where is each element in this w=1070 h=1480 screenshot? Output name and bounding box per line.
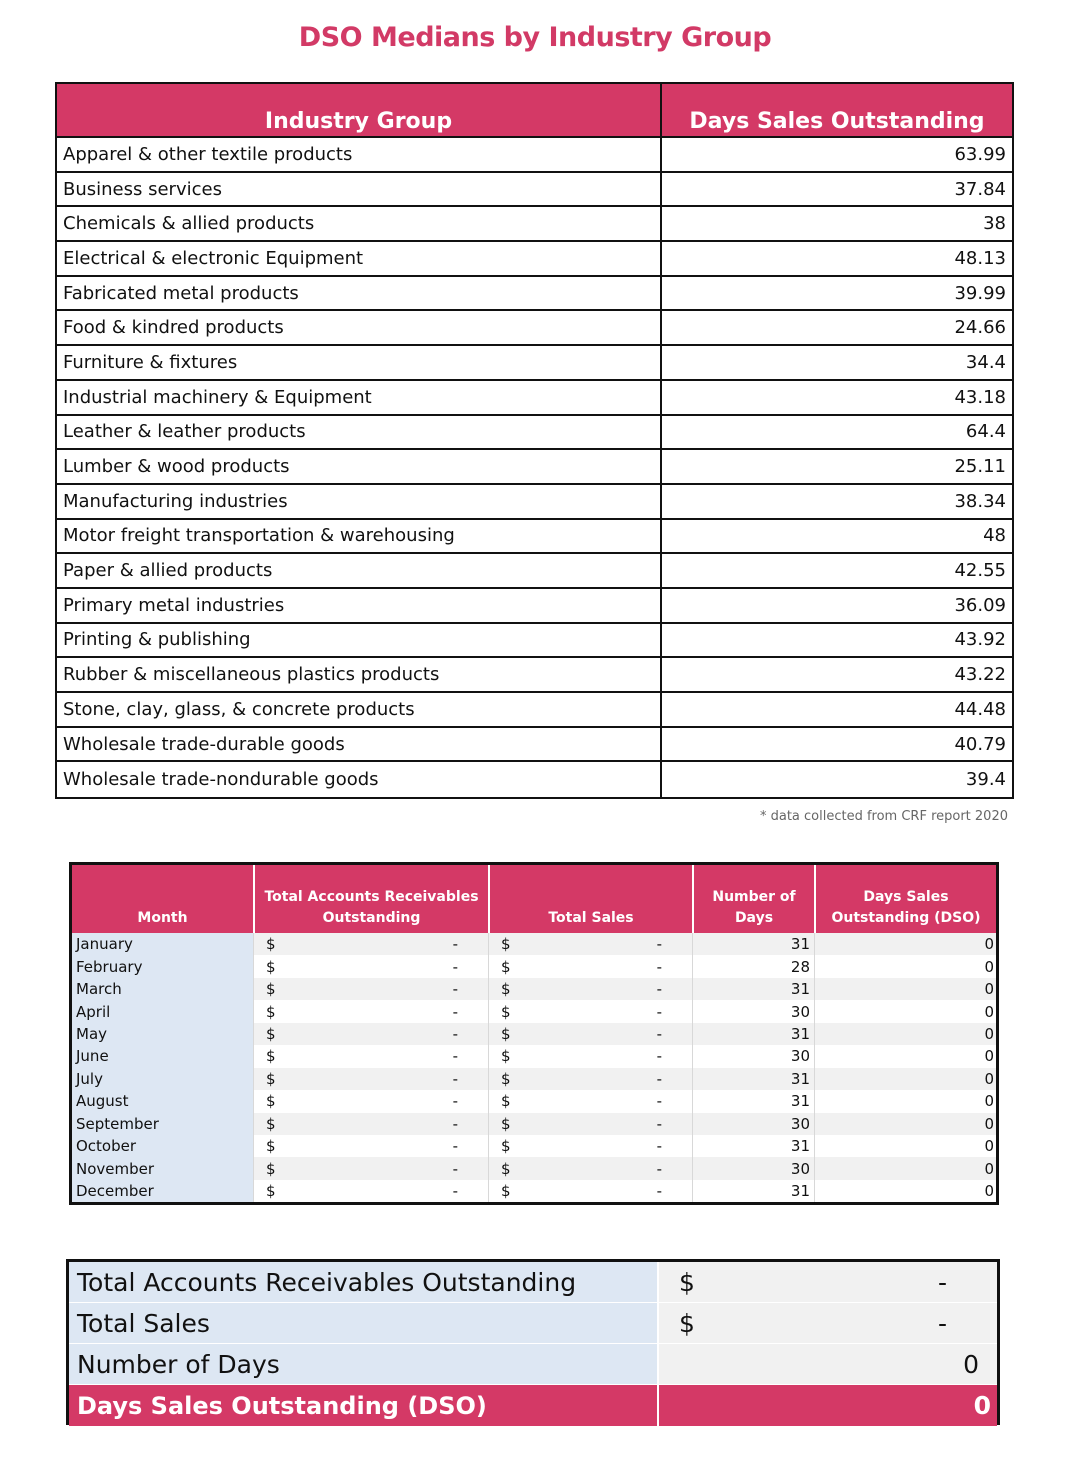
- industry-name-cell: Apparel & other textile products: [57, 138, 662, 171]
- month-cell: January: [72, 933, 253, 955]
- table-row: [57, 554, 1012, 589]
- industry-name-cell: Chemicals & allied products: [57, 207, 662, 240]
- days-cell[interactable]: 31: [692, 1090, 814, 1112]
- dso-value-cell: 36.09: [954, 594, 1006, 616]
- currency-symbol: $: [501, 1137, 511, 1156]
- empty-value-dash: -: [452, 1069, 458, 1088]
- summary-row-ar: [69, 1262, 997, 1302]
- month-cell: August: [72, 1090, 253, 1112]
- ar-input-cell[interactable]: [253, 933, 488, 955]
- table-row: [72, 978, 996, 1000]
- days-cell[interactable]: 31: [692, 1180, 814, 1202]
- header-total-ar: Total Accounts Receivables Outstanding: [253, 865, 488, 933]
- ar-input-cell[interactable]: [253, 1068, 488, 1090]
- dso-value-cell: 24.66: [954, 317, 1006, 339]
- empty-value-dash: -: [656, 957, 662, 976]
- ar-input-cell[interactable]: [253, 1000, 488, 1022]
- table-row: [72, 1180, 996, 1202]
- table-row: [72, 955, 996, 977]
- currency-symbol: $: [266, 1092, 276, 1111]
- month-cell: February: [72, 955, 253, 977]
- industry-name-cell: Motor freight transportation & warehousing: [57, 520, 662, 553]
- summary-row-days: [69, 1343, 997, 1384]
- summary-row-dso: [69, 1384, 997, 1426]
- days-cell[interactable]: 30: [692, 1157, 814, 1179]
- table-row: [57, 242, 1012, 277]
- empty-value-dash: -: [452, 1002, 458, 1021]
- summary-row-sales: [69, 1302, 997, 1343]
- header-dso: Days Sales Outstanding (DSO): [814, 865, 996, 933]
- dso-result-cell: 0: [814, 933, 996, 955]
- days-cell[interactable]: 31: [692, 1135, 814, 1157]
- table-row: [57, 658, 1012, 693]
- table-row: [57, 416, 1012, 451]
- table-row: [72, 1157, 996, 1179]
- summary-ar-label: Total Accounts Receivables Outstanding: [69, 1262, 659, 1302]
- empty-value-dash: -: [656, 1137, 662, 1156]
- empty-value-dash: -: [452, 1047, 458, 1066]
- ar-input-cell[interactable]: [253, 1135, 488, 1157]
- empty-value-dash: -: [452, 1137, 458, 1156]
- days-cell[interactable]: 28: [692, 955, 814, 977]
- dso-result-cell: 0: [814, 955, 996, 977]
- table-row: [57, 311, 1012, 346]
- table-row: [72, 1090, 996, 1112]
- header-number-of-days: Number of Days: [692, 865, 814, 933]
- industry-name-cell: Printing & publishing: [57, 624, 662, 657]
- month-cell: October: [72, 1135, 253, 1157]
- days-cell[interactable]: 31: [692, 978, 814, 1000]
- month-cell: April: [72, 1000, 253, 1022]
- ar-input-cell[interactable]: [253, 955, 488, 977]
- currency-symbol: $: [501, 980, 511, 999]
- dso-value-cell: 38.34: [954, 490, 1006, 512]
- header-industry-group: Industry Group: [57, 84, 662, 136]
- dso-value-cell: 64.4: [965, 421, 1006, 443]
- month-cell: December: [72, 1180, 253, 1202]
- ar-input-cell[interactable]: [253, 1157, 488, 1179]
- sales-input-cell[interactable]: [488, 1113, 692, 1135]
- currency-symbol: $: [266, 1137, 276, 1156]
- dso-result-cell: 0: [814, 1157, 996, 1179]
- month-cell: May: [72, 1023, 253, 1045]
- empty-value-dash: -: [656, 1182, 662, 1201]
- ar-input-cell[interactable]: [253, 978, 488, 1000]
- industry-name-cell: Rubber & miscellaneous plastics products: [57, 658, 662, 691]
- table-row: [57, 381, 1012, 416]
- table-row: [72, 1000, 996, 1022]
- table-row: [72, 1045, 996, 1067]
- table-row: [72, 1135, 996, 1157]
- currency-symbol: $: [266, 980, 276, 999]
- dso-result-cell: 0: [814, 978, 996, 1000]
- currency-symbol: $: [501, 1047, 511, 1066]
- currency-symbol: $: [266, 1069, 276, 1088]
- dso-value-cell: 43.22: [954, 664, 1006, 686]
- month-cell: June: [72, 1045, 253, 1067]
- industry-name-cell: Lumber & wood products: [57, 450, 662, 483]
- industry-table-header: [57, 84, 1012, 138]
- sales-input-cell[interactable]: [488, 1180, 692, 1202]
- days-cell[interactable]: 30: [692, 1045, 814, 1067]
- currency-symbol: $: [266, 957, 276, 976]
- empty-value-dash: -: [452, 1114, 458, 1133]
- dso-value-cell: 40.79: [954, 733, 1006, 755]
- industry-name-cell: Fabricated metal products: [57, 277, 662, 310]
- month-cell: March: [72, 978, 253, 1000]
- empty-value-dash: -: [656, 1114, 662, 1133]
- industry-dso-table: [55, 82, 1014, 799]
- empty-value-dash: -: [656, 1069, 662, 1088]
- currency-symbol: $: [679, 1308, 695, 1338]
- sales-input-cell[interactable]: [488, 1068, 692, 1090]
- empty-value-dash: -: [452, 1182, 458, 1201]
- empty-value-dash: -: [656, 935, 662, 954]
- sales-input-cell[interactable]: [488, 933, 692, 955]
- sales-input-cell[interactable]: [488, 1090, 692, 1112]
- currency-symbol: $: [501, 1114, 511, 1133]
- header-total-sales: Total Sales: [488, 865, 692, 933]
- dso-result-cell: 0: [814, 1135, 996, 1157]
- dso-value-cell: 37.84: [954, 178, 1006, 200]
- currency-symbol: $: [266, 1002, 276, 1021]
- table-row: [57, 589, 1012, 624]
- sales-input-cell[interactable]: [488, 1023, 692, 1045]
- summary-sales-cell[interactable]: [659, 1303, 997, 1343]
- days-cell[interactable]: 31: [692, 933, 814, 955]
- industry-name-cell: Business services: [57, 173, 662, 206]
- sales-input-cell[interactable]: [488, 1135, 692, 1157]
- source-note: * data collected from CRF report 2020: [759, 809, 1008, 824]
- table-row: [57, 485, 1012, 520]
- dso-value-cell: 44.48: [954, 698, 1006, 720]
- dso-value-cell: 43.18: [954, 386, 1006, 408]
- table-row: [57, 207, 1012, 242]
- dso-value-cell: 39.99: [954, 282, 1006, 304]
- dso-value-cell: 25.11: [954, 456, 1006, 478]
- days-cell[interactable]: 31: [692, 1068, 814, 1090]
- days-cell[interactable]: 30: [692, 1000, 814, 1022]
- dso-value-cell: 38: [983, 213, 1006, 235]
- table-row: [57, 277, 1012, 312]
- currency-symbol: $: [266, 1182, 276, 1201]
- summary-dso-value: 0: [659, 1385, 997, 1426]
- empty-value-dash: -: [452, 1024, 458, 1043]
- table-row: [57, 346, 1012, 381]
- dso-value-cell: 63.99: [954, 143, 1006, 165]
- industry-name-cell: Electrical & electronic Equipment: [57, 242, 662, 275]
- currency-symbol: $: [501, 1024, 511, 1043]
- dso-result-cell: 0: [814, 1068, 996, 1090]
- empty-value-dash: -: [452, 935, 458, 954]
- table-row: [72, 933, 996, 955]
- empty-value-dash: -: [656, 1092, 662, 1111]
- currency-symbol: $: [266, 1024, 276, 1043]
- month-cell: July: [72, 1068, 253, 1090]
- table-row: [57, 762, 1012, 797]
- summary-ar-cell[interactable]: [659, 1262, 997, 1302]
- table-row: [72, 1113, 996, 1135]
- sales-input-cell[interactable]: [488, 955, 692, 977]
- currency-symbol: $: [501, 935, 511, 954]
- industry-name-cell: Food & kindred products: [57, 311, 662, 344]
- days-cell[interactable]: 31: [692, 1023, 814, 1045]
- sales-input-cell[interactable]: [488, 1045, 692, 1067]
- monthly-table-header: [72, 865, 996, 933]
- dso-result-cell: 0: [814, 1113, 996, 1135]
- ar-input-cell[interactable]: [253, 1180, 488, 1202]
- dso-value-cell: 48: [983, 525, 1006, 547]
- table-row: [57, 450, 1012, 485]
- table-row: [57, 138, 1012, 173]
- dso-value-cell: 34.4: [965, 351, 1006, 373]
- empty-value-dash: -: [452, 1159, 458, 1178]
- industry-name-cell: Stone, clay, glass, & concrete products: [57, 693, 662, 726]
- table-row: [72, 1068, 996, 1090]
- currency-symbol: $: [266, 935, 276, 954]
- currency-symbol: $: [679, 1267, 695, 1297]
- currency-symbol: $: [266, 1159, 276, 1178]
- summary-ar-value: -: [937, 1267, 947, 1297]
- currency-symbol: $: [266, 1114, 276, 1133]
- empty-value-dash: -: [452, 980, 458, 999]
- table-row: [57, 624, 1012, 659]
- ar-input-cell[interactable]: [253, 1090, 488, 1112]
- industry-table-body: [57, 138, 1012, 797]
- sales-input-cell[interactable]: [488, 1000, 692, 1022]
- empty-value-dash: -: [656, 1002, 662, 1021]
- ar-input-cell[interactable]: [253, 1045, 488, 1067]
- industry-name-cell: Industrial machinery & Equipment: [57, 381, 662, 414]
- currency-symbol: $: [501, 1092, 511, 1111]
- empty-value-dash: -: [452, 1092, 458, 1111]
- currency-symbol: $: [266, 1047, 276, 1066]
- industry-name-cell: Wholesale trade-nondurable goods: [57, 762, 662, 797]
- empty-value-dash: -: [656, 1159, 662, 1178]
- table-row: [57, 693, 1012, 728]
- industry-name-cell: Primary metal industries: [57, 589, 662, 622]
- summary-days-value[interactable]: 0: [659, 1344, 997, 1384]
- empty-value-dash: -: [656, 1024, 662, 1043]
- empty-value-dash: -: [656, 980, 662, 999]
- sales-input-cell[interactable]: [488, 1157, 692, 1179]
- summary-sales-value: -: [937, 1308, 947, 1338]
- table-row: [57, 728, 1012, 763]
- table-row: [57, 520, 1012, 555]
- monthly-dso-table: [69, 862, 999, 1205]
- dso-result-cell: 0: [814, 1000, 996, 1022]
- page-title: DSO Medians by Industry Group: [298, 22, 772, 53]
- summary-dso-label: Days Sales Outstanding (DSO): [69, 1385, 659, 1426]
- dso-value-cell: 48.13: [954, 247, 1006, 269]
- days-cell[interactable]: 30: [692, 1113, 814, 1135]
- currency-symbol: $: [501, 1069, 511, 1088]
- dso-value-cell: 42.55: [954, 560, 1006, 582]
- currency-symbol: $: [501, 1182, 511, 1201]
- summary-days-label: Number of Days: [69, 1344, 659, 1384]
- header-month: Month: [137, 910, 188, 927]
- ar-input-cell[interactable]: [253, 1113, 488, 1135]
- monthly-table-body: [72, 933, 996, 1202]
- table-row: [57, 173, 1012, 208]
- industry-name-cell: Leather & leather products: [57, 416, 662, 449]
- header-days-sales-outstanding: Days Sales Outstanding: [689, 109, 985, 134]
- dso-value-cell: 39.4: [965, 769, 1006, 791]
- dso-result-cell: 0: [814, 1090, 996, 1112]
- summary-sales-label: Total Sales: [69, 1303, 659, 1343]
- dso-value-cell: 43.92: [954, 629, 1006, 651]
- currency-symbol: $: [501, 1159, 511, 1178]
- ar-input-cell[interactable]: [253, 1023, 488, 1045]
- empty-value-dash: -: [452, 957, 458, 976]
- dso-result-cell: 0: [814, 1180, 996, 1202]
- industry-name-cell: Wholesale trade-durable goods: [57, 728, 662, 761]
- table-row: [72, 1023, 996, 1045]
- dso-result-cell: 0: [814, 1023, 996, 1045]
- industry-name-cell: Paper & allied products: [57, 554, 662, 587]
- sales-input-cell[interactable]: [488, 978, 692, 1000]
- summary-table: [66, 1259, 1000, 1425]
- industry-name-cell: Manufacturing industries: [57, 485, 662, 518]
- dso-result-cell: 0: [814, 1045, 996, 1067]
- currency-symbol: $: [501, 957, 511, 976]
- currency-symbol: $: [501, 1002, 511, 1021]
- empty-value-dash: -: [656, 1047, 662, 1066]
- month-cell: September: [72, 1113, 253, 1135]
- industry-name-cell: Furniture & fixtures: [57, 346, 662, 379]
- month-cell: November: [72, 1157, 253, 1179]
